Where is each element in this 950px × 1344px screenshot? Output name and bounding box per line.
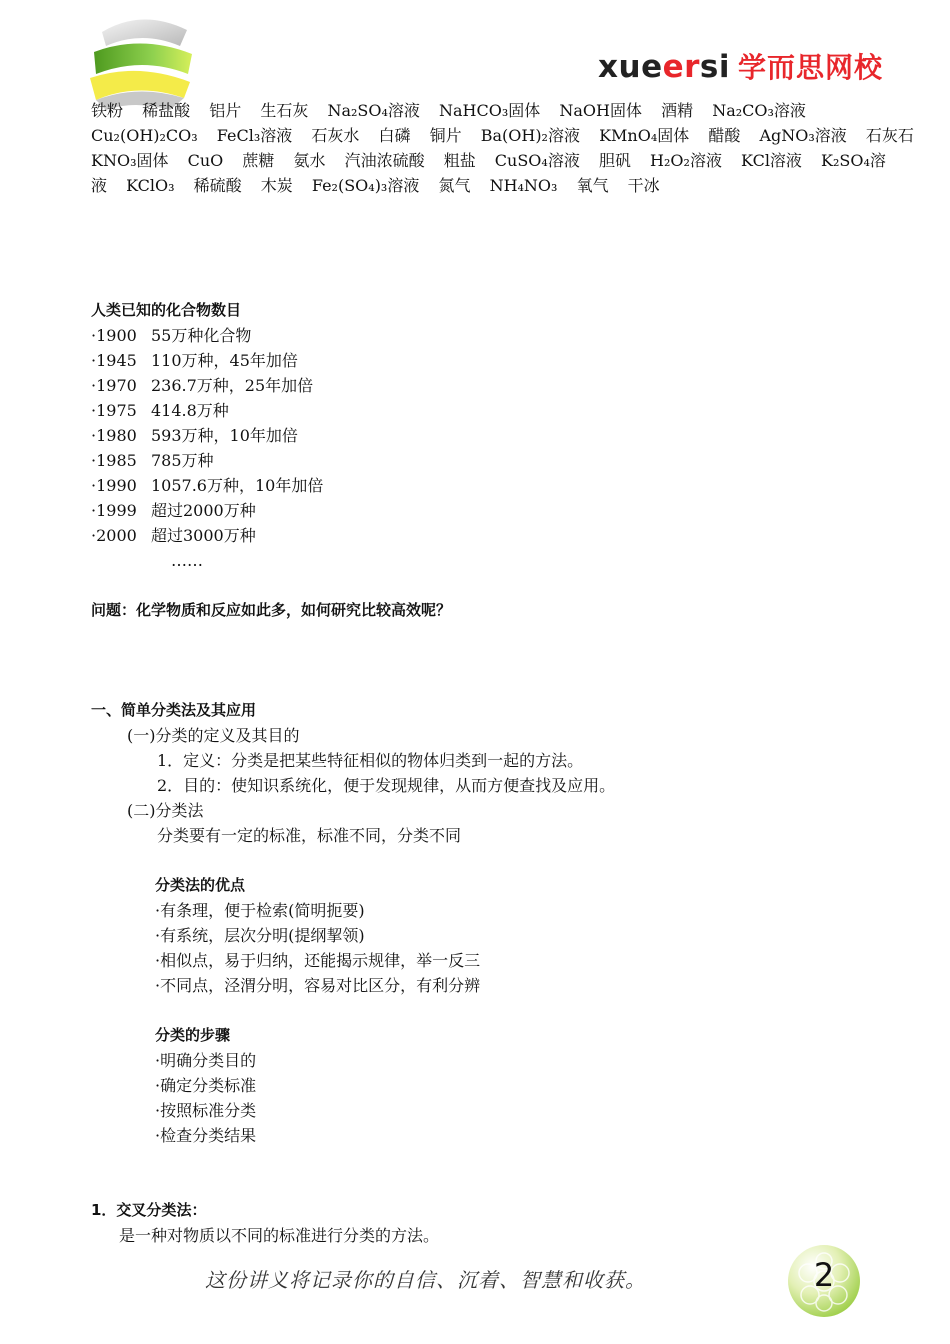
compound-row	[91, 423, 866, 448]
compound-year: ·1990	[91, 476, 137, 495]
chemical-item: 铜片	[429, 126, 462, 145]
chemical-item: 稀硫酸	[193, 176, 242, 195]
chemical-item: 石灰石	[865, 126, 914, 145]
compound-year: ·1980	[91, 426, 137, 445]
compound-year: ·2000	[91, 526, 137, 545]
advantages-title: 分类法的优点	[155, 876, 246, 894]
chemical-item: 干冰	[627, 176, 660, 195]
advantage-item: ·相似点，易于归纳，还能揭示规律，举一反三	[155, 951, 481, 970]
chemical-item: CuSO₄溶液	[494, 151, 580, 170]
page-number: 2	[813, 1256, 835, 1294]
chemical-line-4	[91, 173, 866, 198]
chemical-item: Fe₂(SO₄)₃溶液	[311, 176, 420, 195]
compound-count: 超过3000万种	[151, 526, 256, 545]
compound-row	[91, 373, 866, 398]
compound-count: 超过2000万种	[151, 501, 256, 520]
steps-title: 分类的步骤	[155, 1026, 231, 1044]
compound-row	[91, 348, 866, 373]
chemical-item: KNO₃固体	[91, 151, 169, 170]
compound-year: ·1985	[91, 451, 137, 470]
chemical-item: 粗盐	[443, 151, 476, 170]
compound-year: ·1945	[91, 351, 137, 370]
compound-row	[91, 448, 866, 473]
chemical-item: KClO₃	[126, 176, 175, 195]
chemical-item: 铁粉	[91, 101, 124, 120]
chemical-line-2	[91, 123, 914, 148]
chemical-item: 白磷	[378, 126, 411, 145]
step-item: ·明确分类目的	[155, 1051, 257, 1070]
compound-year: ·1975	[91, 401, 137, 420]
compound-count: 593万种，10年加倍	[151, 426, 298, 445]
chemical-item: K₂SO₄溶	[821, 151, 886, 170]
compounds-title: 人类已知的化合物数目	[91, 301, 242, 319]
purpose-item: 2．目的：使知识系统化，便于发现规律，从而方便查找及应用。	[157, 776, 616, 795]
step-item: ·按照标准分类	[155, 1101, 257, 1120]
step-item: ·检查分类结果	[155, 1126, 257, 1145]
document-body	[91, 98, 914, 1248]
chemical-item: 生石灰	[260, 101, 309, 120]
compound-count: 785万种	[151, 451, 214, 470]
logo-icon	[72, 12, 202, 112]
chemical-item: 氧气	[576, 176, 609, 195]
compound-row	[91, 323, 866, 348]
section-heading: 一、简单分类法及其应用	[91, 701, 257, 719]
chemical-item: NaOH固体	[559, 101, 642, 120]
chemical-item: 氨水	[293, 151, 326, 170]
advantage-item: ·有系统，层次分明(提纲挈领)	[155, 926, 365, 945]
chemical-item: 木炭	[260, 176, 293, 195]
chemical-item: Cu₂(OH)₂CO₃	[91, 126, 198, 145]
compounds-list	[91, 323, 866, 573]
advantage-item: ·有条理，便于检索(简明扼要)	[155, 901, 365, 920]
chemical-item: 石灰水	[311, 126, 360, 145]
compound-count: 414.8万种	[151, 401, 229, 420]
compound-count: 55万种化合物	[151, 326, 252, 345]
chemical-line-1	[91, 98, 866, 123]
chemical-item: 稀盐酸	[142, 101, 191, 120]
brand-chinese-name: 学而思网校	[738, 51, 884, 84]
advantage-item: ·不同点，泾渭分明，容易对比区分，有利分辨	[155, 976, 481, 995]
chemical-item: 蔗糖	[242, 151, 275, 170]
compound-year: ·1970	[91, 376, 137, 395]
compound-count: 1057.6万种，10年加倍	[151, 476, 324, 495]
chemical-item: NH₄NO₃	[489, 176, 558, 195]
chemical-item: 酒精	[661, 101, 694, 120]
compound-row	[91, 473, 866, 498]
chemical-item: 氮气	[438, 176, 471, 195]
compound-count: 110万种，45年加倍	[151, 351, 298, 370]
chemical-item: Ba(OH)₂溶液	[480, 126, 580, 145]
chemical-item: 汽油浓硫酸	[344, 151, 425, 170]
cross-classification-text: 是一种对物质以不同的标准进行分类的方法。	[119, 1226, 440, 1245]
chemical-item: Na₂CO₃溶液	[712, 101, 806, 120]
chemical-item: 醋酸	[708, 126, 741, 145]
chemical-item: CuO	[187, 151, 224, 170]
subsection-heading: (二)分类法	[127, 801, 204, 820]
compound-count: 236.7万种，25年加倍	[151, 376, 314, 395]
chemical-list	[91, 98, 914, 198]
chemical-item: AgNO₃溶液	[759, 126, 847, 145]
chemical-item: KMnO₄固体	[599, 126, 690, 145]
subsection-heading: (一)分类的定义及其目的	[127, 726, 300, 745]
step-item: ·确定分类标准	[155, 1076, 257, 1095]
classification-note: 分类要有一定的标准，标准不同，分类不同	[157, 826, 462, 845]
chemical-item: NaHCO₃固体	[438, 101, 541, 120]
compound-row	[91, 398, 866, 423]
chemical-item: H₂O₂溶液	[650, 151, 722, 170]
cross-classification-heading: 1．交叉分类法：	[91, 1201, 207, 1219]
definition-item: 1．定义：分类是把某些特征相似的物体归类到一起的方法。	[157, 751, 584, 770]
chemical-item: 铝片	[209, 101, 242, 120]
compound-row	[91, 498, 866, 523]
chemical-item: FeCl₃溶液	[216, 126, 293, 145]
compound-row	[91, 523, 866, 548]
question-text: 问题：化学物质和反应如此多，如何研究比较高效呢？	[91, 601, 452, 619]
chemical-item: 液	[91, 176, 108, 195]
compound-year: ·1900	[91, 326, 137, 345]
compounds-ellipsis: ……	[171, 551, 203, 570]
chemical-line-3	[91, 148, 886, 173]
compound-year: ·1999	[91, 501, 137, 520]
brand-logo: xueersi 学而思网校	[598, 49, 884, 85]
chemical-item: Na₂SO₄溶液	[327, 101, 420, 120]
chemical-item: 胆矾	[598, 151, 631, 170]
chemical-item: KCl溶液	[741, 151, 802, 170]
footer-slogan: 这份讲义将记录你的自信、沉着、智慧和收获。	[205, 1268, 646, 1292]
